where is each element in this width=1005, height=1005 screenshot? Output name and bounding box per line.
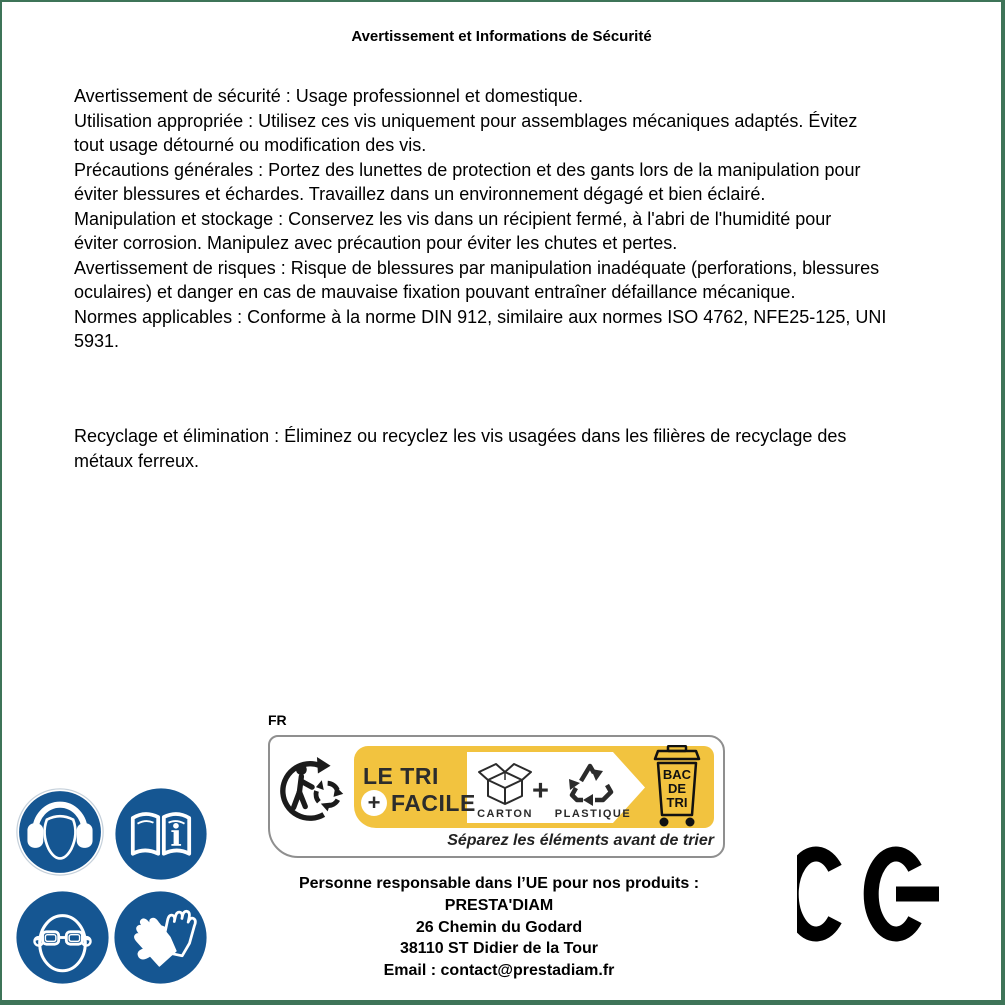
safety-text-line: Avertissement de risques : Risque de blessures par manipulation inadéquate (perforations, blessures — [74, 257, 880, 278]
company-name: PRESTA'DIAM — [444, 896, 554, 914]
triman-icon — [279, 754, 351, 828]
ear-protection-icon — [16, 788, 104, 876]
address-line: 26 Chemin du Godard — [415, 918, 583, 936]
bin-text-line: TRI — [666, 795, 688, 810]
safety-text-line: éviter blessures et échardes. Travaillez dans un environnement dégagé et bien éclairé. — [74, 184, 766, 204]
banner-headline-word2: FACILE — [391, 790, 476, 816]
address-line: 38110 ST Didier de la Tour — [400, 940, 598, 958]
safety-text-line: Normes applicables : Conforme à la norme DIN 912, similaire aux normes ISO 4762, NFE25-125, UNI — [74, 306, 887, 327]
bin-text-line: DE — [667, 781, 687, 796]
recycling-text-line: Recyclage et élimination : Éliminez ou recyclez les vis usagées dans les filières de recyclage des — [74, 426, 847, 446]
page-title: Avertissement et Informations de Sécurité — [351, 28, 652, 45]
ce-mark-icon — [797, 840, 947, 948]
tri-facile-banner — [268, 735, 725, 858]
safety-text-line: éviter corrosion. Manipulez avec précaution pour éviter les chutes et pertes. — [74, 233, 678, 253]
responsible-person-block — [249, 873, 749, 982]
carton-label: CARTON — [477, 808, 533, 820]
safety-text-line: 5931. — [74, 331, 120, 351]
safety-text-line: Manipulation et stockage : Conservez les vis dans un récipient fermé, à l'abri de l'humidité pour — [74, 208, 832, 229]
recycling-text-block — [74, 424, 956, 473]
eye-protection-icon — [15, 890, 110, 985]
recycling-text-line: métaux ferreux. — [74, 450, 200, 471]
safety-text-line: Précautions générales : Portez des lunettes de protection et des gants lors de la manipulation pour — [74, 159, 861, 180]
email-line: Email : contact@prestadiam.fr — [383, 962, 615, 980]
carton-icon — [475, 759, 535, 807]
country-code-label: FR — [268, 712, 287, 728]
plus-circle-icon: + — [361, 790, 387, 816]
plastic-recycling-icon — [563, 758, 617, 808]
sorting-bin-icon — [653, 745, 701, 829]
book-info-letter: i — [170, 819, 182, 855]
plastique-label: PLASTIQUE — [554, 808, 632, 820]
safety-text-line: oculaires) et danger en cas de mauvaise fixation pouvant entraîner défaillance mécanique. — [74, 282, 796, 302]
safety-text-line: tout usage détourné ou modification des vis. — [74, 135, 427, 155]
banner-headline-word1: LE TRI — [363, 763, 439, 789]
materials-plus-sign: + — [532, 775, 549, 807]
safety-text-line: Avertissement de sécurité : Usage professionnel et domestique. — [74, 86, 583, 106]
protective-gloves-icon — [113, 890, 208, 985]
safety-text-block — [74, 84, 956, 354]
safety-text-line: Utilisation appropriée : Utilisez ces vis uniquement pour assemblages mécaniques adaptés. Évitez — [74, 110, 858, 131]
responsible-line: Personne responsable dans l’UE pour nos produits : — [298, 875, 700, 892]
read-manual-icon — [114, 787, 208, 881]
bin-text-line: BAC — [662, 767, 692, 782]
banner-caption: Séparez les éléments avant de trier — [447, 832, 714, 849]
